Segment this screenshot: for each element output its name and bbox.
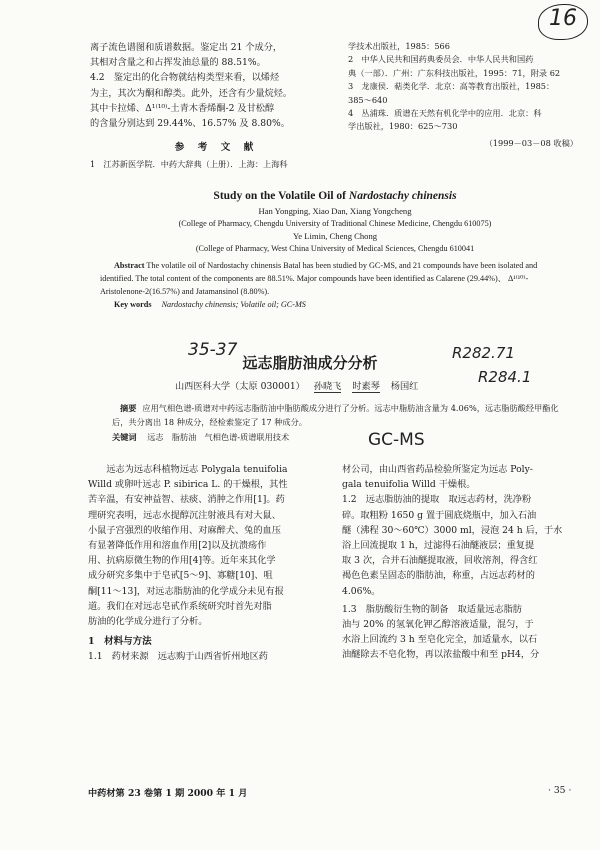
english-authors-1: Han Yongping, Xiao Dan, Xiang Yongcheng: [258, 206, 412, 216]
article-byline: [175, 378, 515, 392]
chinese-keywords: 关键词 远志 脂肪油 气相色谱-质谱联用技术: [112, 432, 290, 442]
english-abstract-body: Abstract The volatile oil of Nardostachy chinensis Batal has been studied by GC-MS, and 21 compounds have been isolated and identified. The total content of the components are 88.51%. Major compounds have been identified as Calarene (29.44%)、 Δ¹⁽¹⁰⁾-Aristolenone-2(16.57%) and Jatamansinol (8.80%).: [100, 261, 538, 296]
prev-text-line: 离子流色谱图和质谱数据。鉴定出 21 个成分，: [90, 42, 283, 53]
english-abstract-line: and identified. The total content of the components are 88.51%. Major compounds have been identified as Calarene (29.44%)、: [100, 261, 538, 283]
body-text-line: Willd 或卵叶远志 P. sibirica L. 的干燥根，其性: [88, 479, 288, 491]
body-text-line: 1.3 脂肪酸衍生物的制备 取适量远志脂肪: [342, 603, 522, 615]
body-text-line: 碎。取粗粉 1650 g 置于圆底烧瓶中，加入石油: [342, 509, 537, 521]
section-1-heading: 1 材料与方法: [88, 636, 152, 648]
body-text-line: 4.06%。: [342, 585, 381, 597]
article-title: 远志脂肪油成分分析: [242, 354, 378, 372]
body-text-line: 成分研究多集中于皂甙[5～9]、寡糖[10]、咀: [88, 570, 273, 582]
author-2: 时素琴: [352, 381, 380, 392]
handwritten-gcms: GC-MS: [368, 430, 425, 450]
body-text-line: 有显著降低作用和溶血作用[2]以及抗溃疡作: [88, 540, 267, 552]
prev-text-line: 的含量分别达到 29.44%、16.57% 及 8.80%。: [90, 118, 290, 130]
body-text-line: 1.2 远志脂肪油的提取 取远志药材，洗净粉: [342, 494, 532, 506]
handwritten-page-range: 35-37: [188, 340, 238, 360]
reference-line: 385～640: [348, 94, 388, 105]
prev-text-line: 其中卡拉烯、Δ¹⁽¹⁰⁾-土青木香烯酮-2 及甘松醇: [90, 102, 275, 114]
body-text-line: 醚（沸程 30～60℃）3000 ml，浸泡 24 h 后，于水: [342, 524, 563, 536]
english-title: Study on the Volatile Oil of Nardostachy chinensis: [213, 190, 457, 202]
body-text-line: gala tenuifolia Willd 干燥根。: [342, 479, 476, 491]
english-abstract-line: The volatile oil of Nardostachy chinensis Batal has been studied by GC-MS, and 21 compounds have been isolated: [146, 261, 524, 270]
handwritten-class-code-1: R282.71: [452, 344, 515, 362]
body-text-line: 道。我们在对远志皂甙作系统研究时首先对脂: [88, 600, 272, 612]
body-text-line: 理研究表明，远志水提醇沉注射液具有对大鼠、: [88, 509, 281, 521]
prev-text-line: 为主，其次为酮和醇类。此外，还含有少量烷烃。: [90, 87, 293, 99]
english-keywords: Key words Nardostachy chinensis; Volatile oil; GC-MS: [114, 300, 306, 309]
reference-line: 学出版社，1980：625～730: [348, 121, 458, 132]
body-text-line: 用、抗病原微生物的作用[4]等。近年来其化学: [88, 555, 276, 567]
body-text-line: 酮[11～13]，对远志脂肪油的化学成分未见有报: [88, 585, 284, 597]
chinese-abstract-line: 应用气相色谱-质谱对中药远志脂肪油中脂肪酸成分进行了分析。远志中脂肪油含量为: [142, 403, 449, 413]
english-affil-2: (College of Pharmacy, West China University of Medical Sciences, Chengdu 610041: [195, 244, 475, 253]
prev-article-left-column: [90, 40, 340, 172]
chinese-abstract-line: 4.06%，远志脂肪酸经甲酯化后，共分离出 18 种成分，经检索鉴定了 17 种成分。: [112, 403, 559, 427]
author-3: 杨国红: [390, 381, 419, 392]
reference-line: 典（一部）．广州：广东科技出版社，1995：71，附录 62: [348, 67, 561, 78]
english-abstract: [100, 190, 570, 309]
handwritten-page-number: 16: [549, 6, 577, 31]
english-affil-1: (College of Pharmacy, Chengdu University of Traditional Chinese Medicine, Chengdu 610075): [178, 219, 492, 228]
chinese-abstract-body: 摘要 应用气相色谱-质谱对中药远志脂肪油中脂肪酸成分进行了分析。远志中脂肪油含量为 4.06%，远志脂肪酸经甲酯化后，共分离出 18 种成分，经检索鉴定了 17 种成分。: [112, 403, 559, 427]
reference-line: 学技术出版社，1985：566: [348, 41, 450, 51]
body-text-line: 油与 20% 的氢氧化钾乙醇溶液适量，混匀，于: [342, 619, 534, 631]
received-date: （1999－03－08 收稿）: [484, 137, 578, 148]
reference-line: 1 江苏新医学院．中药大辞典（上册）．上海：上海科: [90, 159, 288, 170]
body-text-line: 浴上回流提取 1 h，过滤得石油醚液层；重复提: [342, 540, 535, 552]
body-text-line: 苦辛温，有安神益智、祛痰、消肿之作用[1]。药: [88, 494, 285, 506]
prev-article-right-column: [348, 40, 578, 150]
reference-line: 3 龙康侯．萜类化学．北京：高等教育出版社，1985：: [348, 81, 555, 92]
english-authors-2: Ye Limin, Cheng Chong: [292, 231, 378, 241]
body-text-line: 褐色色素呈固态的脂肪油，称重，占远志药材的: [342, 570, 535, 582]
body-right-column: [342, 462, 582, 663]
body-text-line: 水浴上回流约 3 h 至皂化完全，加适量水，以石: [342, 634, 538, 646]
body-text-line: 1.1 药材来源 远志购于山西省忻州地区药: [88, 651, 268, 663]
english-abstract-line: Δ¹⁽¹⁰⁾-Aristolenone-2(16.57%) and Jatamansinol (8.80%).: [100, 274, 529, 296]
footer-page-number: · 35 ·: [548, 785, 572, 796]
author-1: 孙晓飞: [313, 381, 342, 392]
handwritten-class-code-2: R284.1: [478, 368, 532, 386]
body-left-column: [88, 462, 334, 664]
article-affiliation: 山西医科大学（太原 030001）: [175, 381, 305, 392]
reference-line: 4 丛浦珠．质谱在天然有机化学中的应用．北京：科: [348, 108, 542, 119]
body-text-line: 油醚除去不皂化物，再以浓盐酸中和至 pH4，分: [342, 649, 540, 661]
body-text-line: 取 3 次，合并石油醚提取液，回收溶剂，得含红: [342, 555, 538, 567]
chinese-abstract: [112, 402, 572, 444]
references-heading: 参 考 文 献: [174, 142, 256, 154]
body-text-line: 材公司，由山西省药品检验所鉴定为远志 Poly-: [342, 464, 533, 475]
footer-journal: 中药材第 23 卷第 1 期 2000 年 1 月: [88, 788, 248, 799]
body-text-line: 远志为远志科植物远志 Polygala tenuifolia: [88, 464, 288, 475]
prev-text-line: 其相对含量之和占挥发油总量的 88.51%。: [90, 57, 266, 69]
prev-text-line: 4.2 鉴定出的化合物就结构类型来看，以烯烃: [90, 72, 280, 84]
body-text-line: 小鼠子宫强烈的收缩作用、对麻醉犬、兔的血压: [88, 524, 281, 536]
body-text-line: 肪油的化学成分进行了分析。: [88, 616, 208, 628]
reference-line: 2 中华人民共和国药典委员会．中华人民共和国药: [348, 54, 534, 65]
